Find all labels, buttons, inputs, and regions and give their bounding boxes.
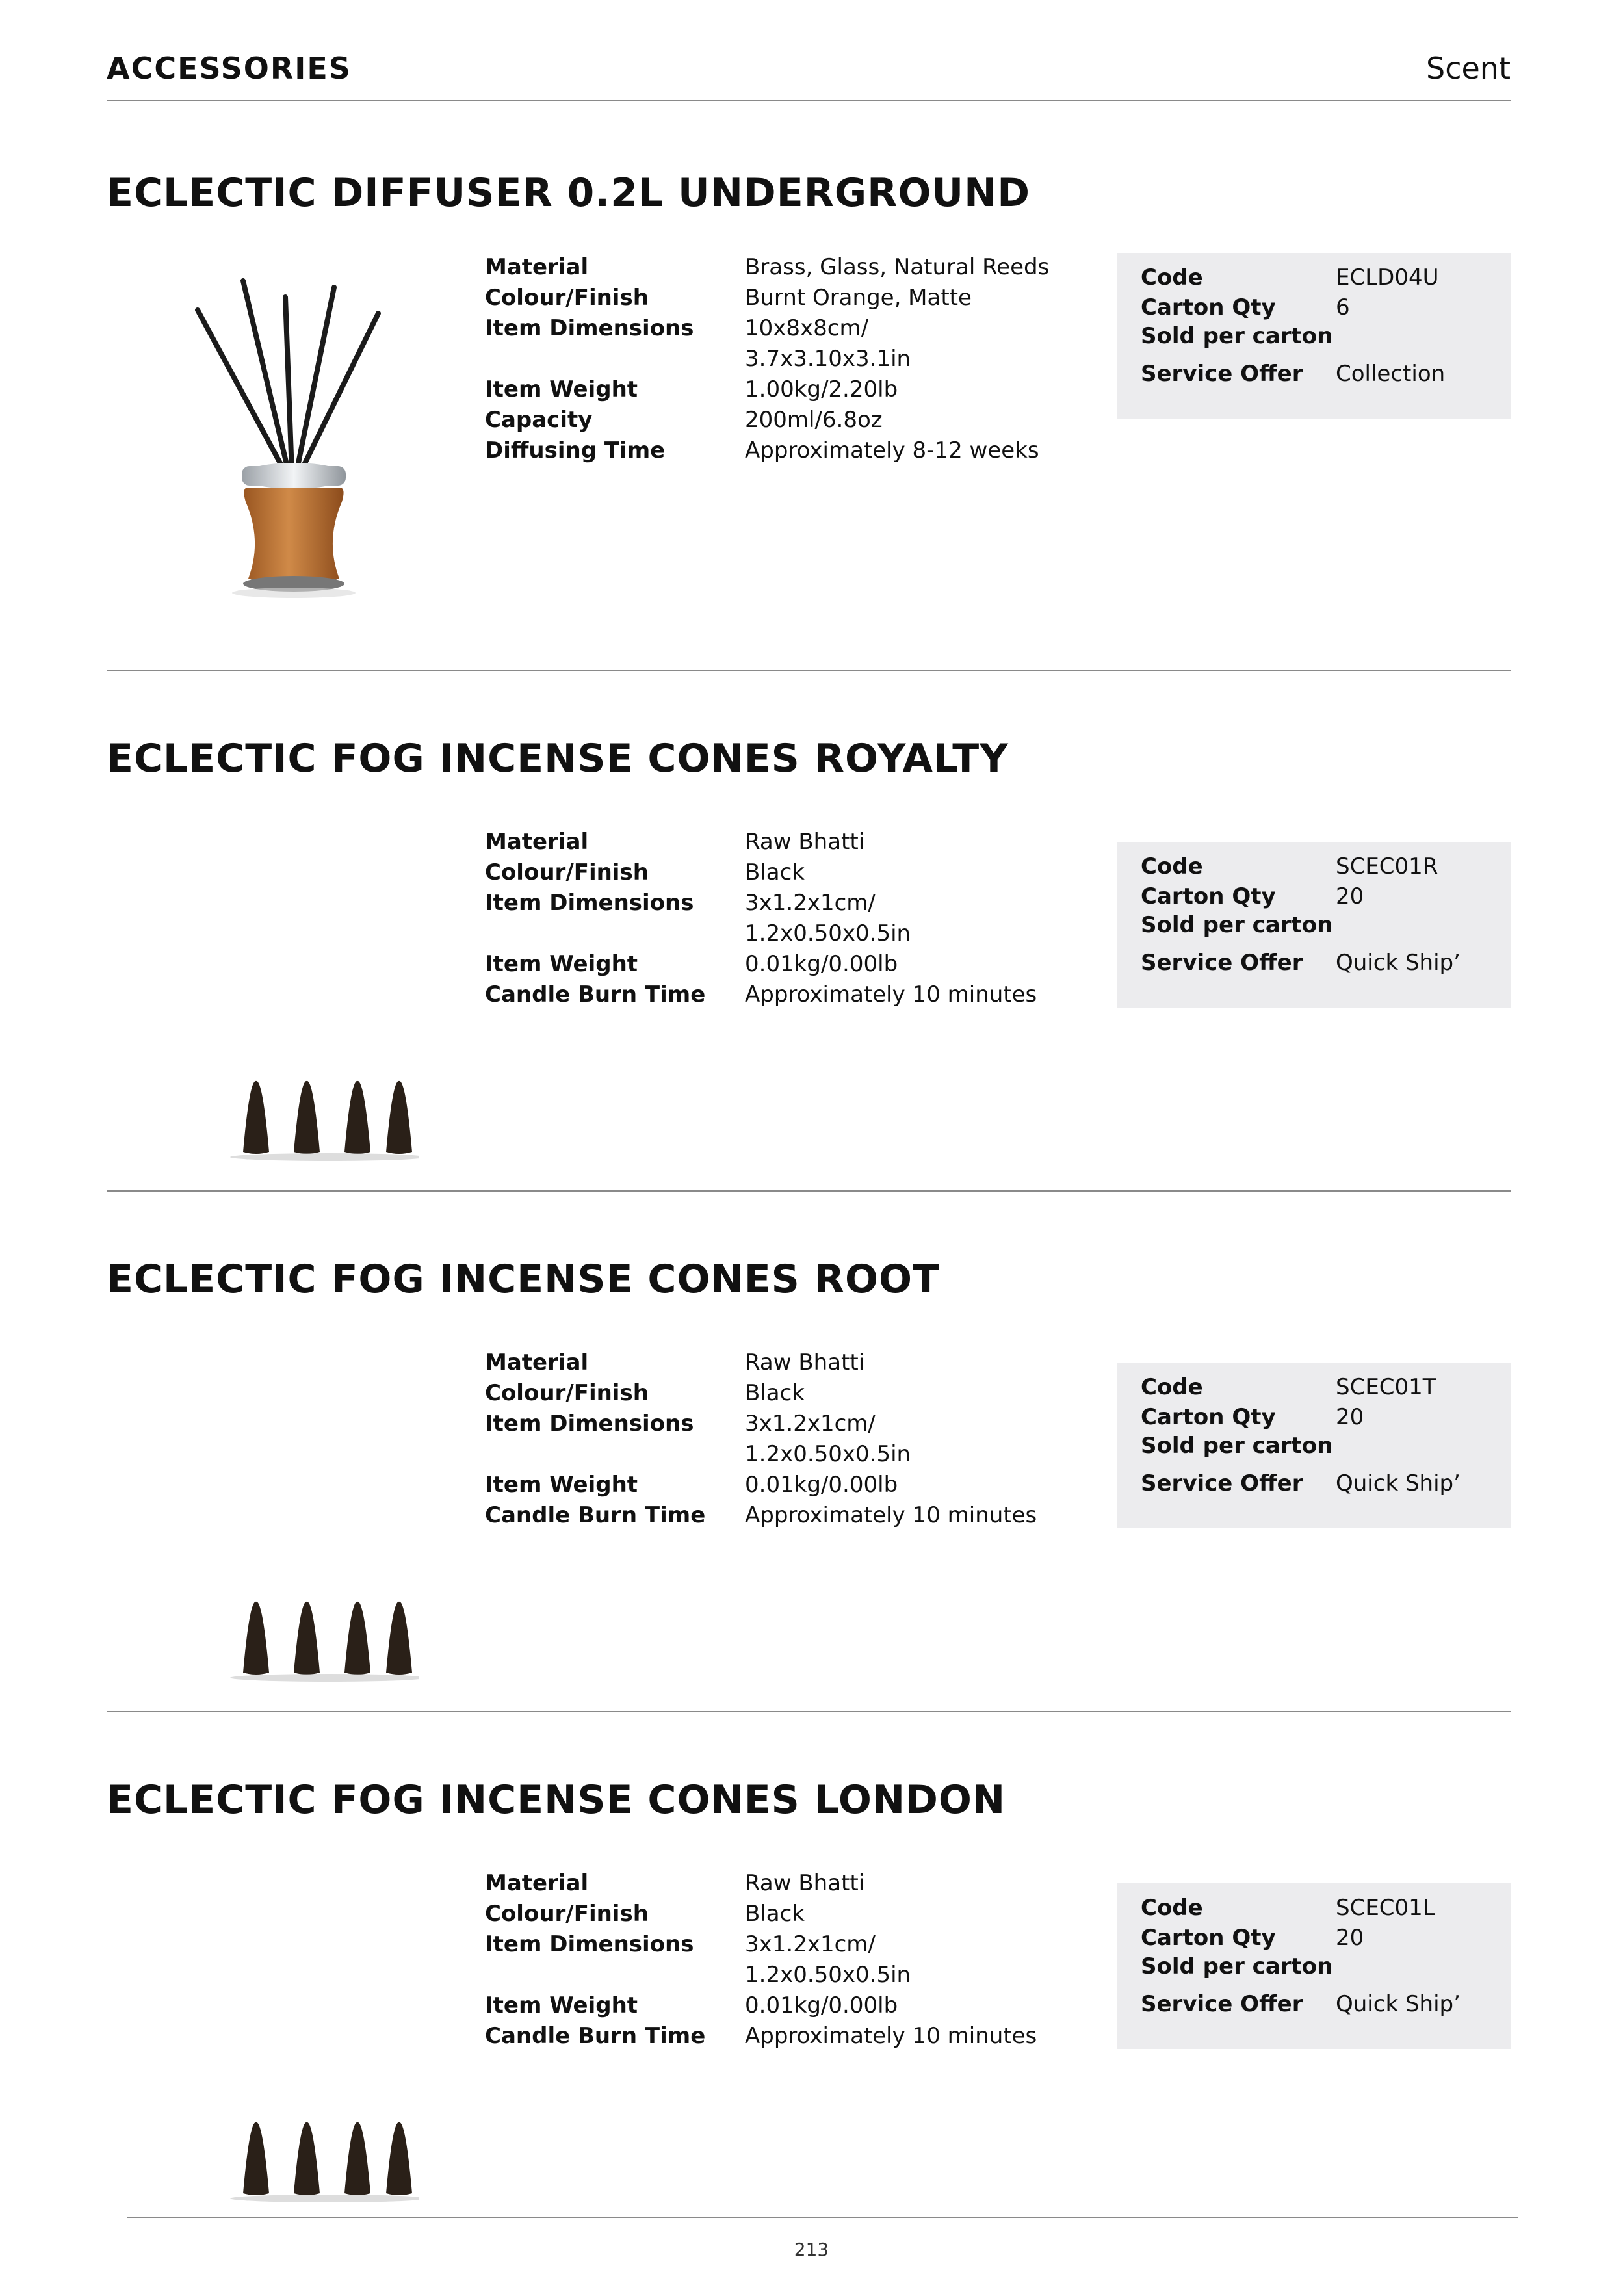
- spec-colour: Colour/Finish Black: [485, 1380, 805, 1406]
- spec-dimensions: Item Dimensions 3x1.2x1cm/ 1.2x0.50x0.5in: [485, 890, 911, 946]
- product-code: SCEC01R: [1336, 854, 1438, 880]
- carton-qty: 6: [1336, 294, 1350, 320]
- product-london: [107, 1711, 1511, 2231]
- product-diffuser: [107, 0, 1511, 515]
- sold-per-carton-label: Sold per carton: [1141, 1953, 1333, 1979]
- footer-rule: [127, 2217, 1518, 2218]
- service-offer-label: Service Offer: [1141, 1991, 1303, 2017]
- product-title: ECLECTIC FOG INCENSE CONES ROOT: [107, 1257, 940, 1302]
- carton-qty: 20: [1336, 1404, 1364, 1430]
- spec-list: [485, 1348, 1122, 1531]
- spec-burn-time: Candle Burn Time Approximately 10 minutes: [485, 982, 1037, 1008]
- code-label: Code: [1141, 854, 1203, 880]
- section-divider: [107, 670, 1511, 671]
- product-title: ECLECTIC DIFFUSER 0.2L UNDERGROUND: [107, 170, 1031, 216]
- spec-diffusing-time: Diffusing Time Approximately 8-12 weeks: [485, 437, 1039, 463]
- service-offer: Quick Ship’: [1336, 950, 1461, 976]
- sold-per-carton-label: Sold per carton: [1141, 323, 1333, 349]
- spec-material: Material Raw Bhatti: [485, 829, 865, 855]
- sold-per-carton-label: Sold per carton: [1141, 1433, 1333, 1459]
- category-title: Scent: [1426, 51, 1511, 86]
- service-offer-label: Service Offer: [1141, 950, 1303, 976]
- section-divider: [107, 1711, 1511, 1712]
- incense-cones-image: [172, 826, 419, 1190]
- spec-colour: Colour/Finish Black: [485, 859, 805, 885]
- code-label: Code: [1141, 1895, 1203, 1921]
- sold-per-carton-label: Sold per carton: [1141, 912, 1333, 938]
- spec-burn-time: Candle Burn Time Approximately 10 minutes: [485, 2023, 1037, 2049]
- spec-list: [485, 827, 1122, 1010]
- order-info-box: [1117, 253, 1511, 419]
- spec-weight: Item Weight 0.01kg/0.00lb: [485, 951, 898, 977]
- spec-weight: Item Weight 0.01kg/0.00lb: [485, 1472, 898, 1498]
- spec-material: Material Raw Bhatti: [485, 1350, 865, 1376]
- order-info-box: [1117, 842, 1511, 1008]
- product-code: SCEC01L: [1336, 1895, 1435, 1921]
- product-title: ECLECTIC FOG INCENSE CONES LONDON: [107, 1777, 1006, 1823]
- service-offer-label: Service Offer: [1141, 361, 1303, 387]
- carton-qty-label: Carton Qty: [1141, 1404, 1276, 1430]
- page-number: 213: [794, 2239, 829, 2260]
- incense-cones-image: [172, 1867, 419, 2231]
- reed-diffuser-image: [172, 268, 419, 632]
- incense-cones-image: [172, 1346, 419, 1710]
- spec-weight: Item Weight 1.00kg/2.20lb: [485, 376, 898, 402]
- code-label: Code: [1141, 265, 1203, 291]
- product-code: ECLD04U: [1336, 265, 1439, 291]
- product-root: [107, 1190, 1511, 1710]
- carton-qty: 20: [1336, 883, 1364, 909]
- spec-dimensions: Item Dimensions 10x8x8cm/ 3.7x3.10x3.1in: [485, 315, 911, 372]
- product-royalty: [107, 670, 1511, 1190]
- carton-qty-label: Carton Qty: [1141, 294, 1276, 320]
- order-info-box: [1117, 1883, 1511, 2049]
- service-offer: Collection: [1336, 361, 1446, 387]
- spec-dimensions: Item Dimensions 3x1.2x1cm/ 1.2x0.50x0.5in: [485, 1931, 911, 1988]
- spec-material: Material Brass, Glass, Natural Reeds: [485, 254, 1050, 280]
- spec-dimensions: Item Dimensions 3x1.2x1cm/ 1.2x0.50x0.5in: [485, 1411, 911, 1467]
- carton-qty: 20: [1336, 1925, 1364, 1951]
- service-offer: Quick Ship’: [1336, 1470, 1461, 1496]
- spec-material: Material Raw Bhatti: [485, 1870, 865, 1896]
- carton-qty-label: Carton Qty: [1141, 883, 1276, 909]
- carton-qty-label: Carton Qty: [1141, 1925, 1276, 1951]
- service-offer: Quick Ship’: [1336, 1991, 1461, 2017]
- spec-colour: Colour/Finish Burnt Orange, Matte: [485, 285, 972, 311]
- spec-capacity: Capacity 200ml/6.8oz: [485, 407, 883, 433]
- section-divider: [107, 1190, 1511, 1192]
- section-title: ACCESSORIES: [107, 51, 352, 86]
- spec-burn-time: Candle Burn Time Approximately 10 minutes: [485, 1502, 1037, 1528]
- spec-weight: Item Weight 0.01kg/0.00lb: [485, 1992, 898, 2018]
- spec-list: [485, 1868, 1122, 2052]
- order-info-box: [1117, 1363, 1511, 1528]
- service-offer-label: Service Offer: [1141, 1470, 1303, 1496]
- spec-list: [485, 252, 1122, 466]
- product-code: SCEC01T: [1336, 1374, 1436, 1400]
- spec-colour: Colour/Finish Black: [485, 1901, 805, 1927]
- code-label: Code: [1141, 1374, 1203, 1400]
- product-title: ECLECTIC FOG INCENSE CONES ROYALTY: [107, 736, 1009, 781]
